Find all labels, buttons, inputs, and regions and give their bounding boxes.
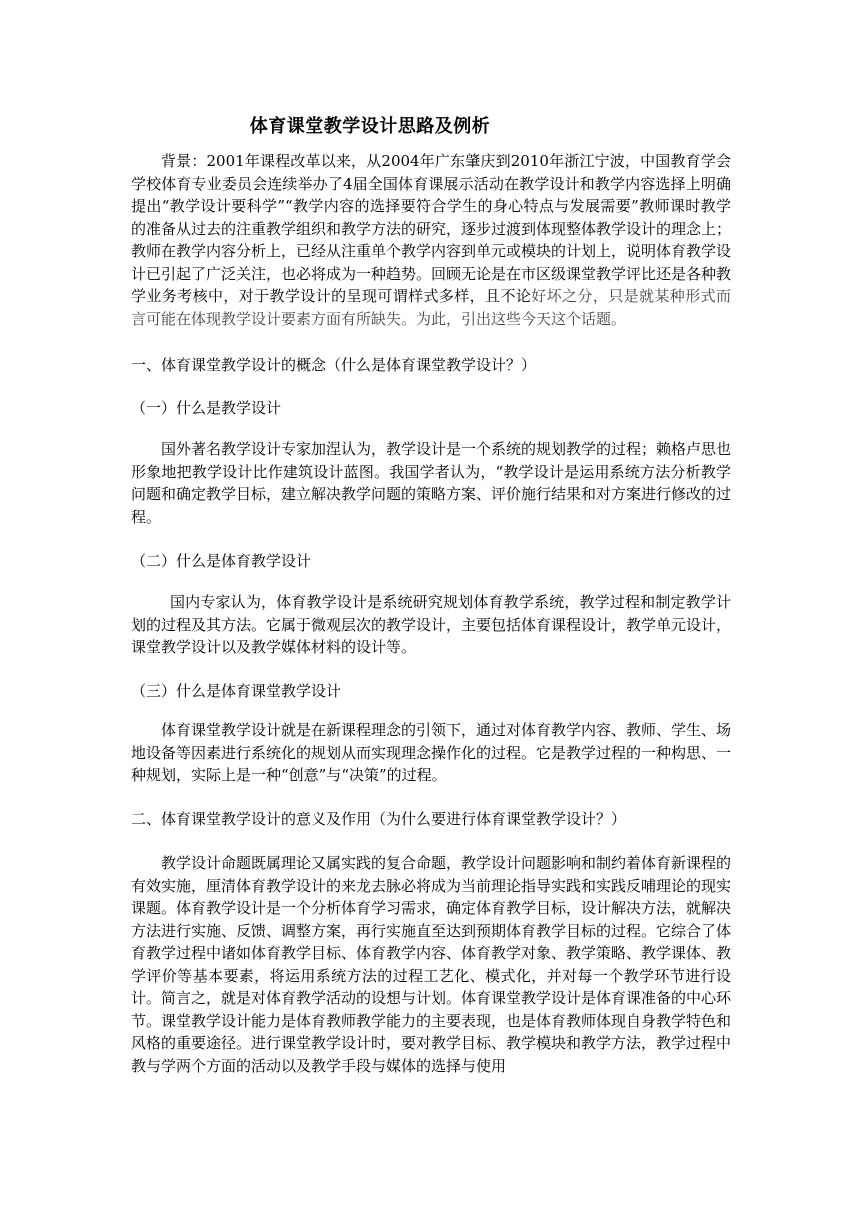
subsection-1-heading: （一）什么是教学设计 <box>131 399 282 417</box>
section-2-paragraph: 教学设计命题既属理论又属实践的复合命题，教学设计问题影响和制约着体育新课程的有效实施，厘清体育教学设计的来龙去脉必将成为当前理论指导实践和实践反哺理论的现实课题。体育教学设计是一个分析体育学习需求，确定体育教学目标，设计解决方法，就解决方法进行实施、反馈、调整方案，再行实施直至达到预期体育教学目标的过程。它综合了体育教学过程中诸如体育教学目标、体育教学内容、体育教学对象、教学策略、教学课体、教学评价等基本要素，将运用系统方法的过程工艺化、模式化，并对每一个教学环节进行设计。简言之，就是对体育教学活动的设想与计划。体育课堂教学设计是体育课准备的中心环节。课堂教学设计能力是体育教师教学能力的主要表现，也是体育教师体现自身教学特色和风格的重要途径。进行课堂教学设计时，要对教学目标、教学模块和教学方法，教学过程中教与学两个方面的活动以及教学手段与媒体的选择与使用 <box>131 854 732 1075</box>
section-1-heading: 一、体育课堂教学设计的概念（什么是体育课堂教学设计？） <box>131 356 537 374</box>
subsection-2-paragraph: 国内专家认为，体育教学设计是系统研究规划体育教学系统，教学过程和制定教学计划的过程及其方法。它属于微观层次的教学设计，主要包括体育课程设计，教学单元设计，课堂教学设计以及教学媒体材料的设计等。 <box>131 593 732 656</box>
background-text: 背景：2001年课程改革以来，从2004年广东肇庆到2010年浙江宁波，中国教育学会学校体育专业委员会连续举办了4届全国体育课展示活动在教学设计和教学内容选择上明确提出“教学设计要科学”“教学内容的选择要符合学生的身心特点与发展需要”教师课时教学的准备从过去的注重教学组织和教学方法的研究，逐步过渡到体现整体教学设计的理念上；教师在教学内容分析上，已经从注重单个教学内容到单元或模块的计划上，说明体育教学设计已引起了广泛关注，也必将成为一种趋势。回顾无论是在市区级课堂教学评比还是各种教学业务考核中，对于教学设计的呈现可谓样式多样，且不论 <box>131 152 732 305</box>
section-2-heading: 二、体育课堂教学设计的意义及作用（为什么要进行体育课堂教学设计？） <box>131 810 627 828</box>
background-paragraph <box>131 150 731 330</box>
subsection-3-heading: （三）什么是体育课堂教学设计 <box>131 682 342 700</box>
subsection-2-heading: （二）什么是体育教学设计 <box>131 552 312 570</box>
subsection-1-paragraph: 国外著名教学设计专家加涅认为，教学设计是一个系统的规划教学的过程；赖格卢思也形象地把教学设计比作建筑设计蓝图。我国学者认为，“教学设计是运用系统方法分析教学问题和确定教学目标，建立解决教学问题的策略方案、评价施行结果和对方案进行修改的过程。 <box>131 440 732 526</box>
background-tail-text: 好坏之分，只是就某种形式而言可能在体现教学设计要素方面有所缺失。为此，引出这些今天这个话题。 <box>131 287 731 328</box>
subsection-3-paragraph: 体育课堂教学设计就是在新课程理念的引领下，通过对体育教学内容、教师、学生、场地设备等因素进行系统化的规划从而实现理念操作化的过程。它是教学过程的一种构思、一种规划，实际上是一种“创意”与“决策”的过程。 <box>131 721 732 784</box>
document-title: 体育课堂教学设计思路及例析 <box>249 116 491 137</box>
